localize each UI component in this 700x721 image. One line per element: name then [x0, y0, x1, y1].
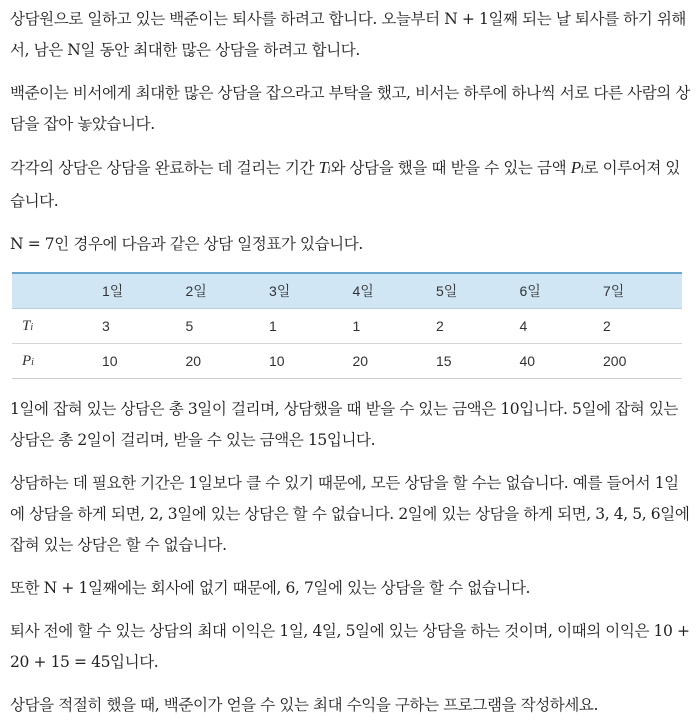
table-cell-p: 15: [426, 344, 510, 379]
body-paragraph-7: 또한 N + 1일째에는 회사에 없기 때문에, 6, 7일에 있는 상담을 할 수 없습니다.: [10, 579, 531, 597]
body-paragraph-5: 1일에 잡혀 있는 상담은 총 3일이 걸리며, 상담했을 때 받을 수 있는 금액은 10입니다. 5일에 잡혀 있는 상담은 총 2일이 걸리며, 받을 수 있는 금액은 15입니다.: [10, 400, 678, 449]
table-cell-p: 10: [259, 344, 343, 379]
intro-paragraph-3: [10, 152, 690, 217]
symbol-p: P: [570, 158, 581, 177]
table-cell-p: 20: [343, 344, 427, 379]
row-label-p-symbol: P: [22, 352, 32, 369]
table-row-p: [12, 344, 682, 379]
day-header: 2일: [176, 273, 260, 309]
table-row-t: [12, 309, 682, 344]
day-header: 3일: [259, 273, 343, 309]
schedule-table: [12, 272, 682, 379]
day-header: 4일: [343, 273, 427, 309]
intro-paragraph-1: 상담원으로 일하고 있는 백준이는 퇴사를 하려고 합니다. 오늘부터 N + 1일째 되는 날 퇴사를 하기 위해서, 남은 N일 동안 최대한 많은 상담을 하려고 합니다.: [10, 10, 686, 59]
schedule-corner-cell: [12, 273, 92, 309]
table-cell-t: 1: [259, 309, 343, 344]
body-paragraph-8: 퇴사 전에 할 수 있는 상담의 최대 이익은 1일, 4일, 5일에 있는 상담을 하는 것이며, 이때의 이익은 10 + 20 + 15 = 45입니다.: [10, 622, 690, 671]
body-paragraph-9: 상담을 적절히 했을 때, 백준이가 얻을 수 있는 최대 수익을 구하는 프로그램을 작성하세요.: [10, 696, 599, 714]
row-label-p: [12, 344, 92, 379]
day-header: 6일: [510, 273, 594, 309]
body-paragraph-6: 상담하는 데 필요한 기간은 1일보다 클 수 있기 때문에, 모든 상담을 할 수는 없습니다. 예를 들어서 1일에 상담을 하게 되면, 2, 3일에 있는 상담은 할 수 없습니다. 2일에 있는 상담을 하게 되면, 3, 4, 5, 6일에 잡혀 있는 상담은 할 수 없습니다.: [10, 474, 690, 554]
row-label-t: [12, 309, 92, 344]
day-header: 7일: [593, 273, 682, 309]
table-cell-t: 1: [343, 309, 427, 344]
intro-paragraph-2: 백준이는 비서에게 최대한 많은 상담을 잡으라고 부탁을 했고, 비서는 하루에 하나씩 서로 다른 사람의 상담을 잡아 놓았습니다.: [10, 84, 690, 133]
table-cell-p: 40: [510, 344, 594, 379]
symbol-p-subscript: i: [580, 165, 584, 176]
day-header: 1일: [92, 273, 176, 309]
table-cell-p: 20: [176, 344, 260, 379]
table-cell-p: 200: [593, 344, 682, 379]
p3-text-middle: 와 상담을 했을 때 받을 수 있는 금액: [330, 159, 571, 177]
table-cell-t: 2: [426, 309, 510, 344]
table-cell-p: 10: [92, 344, 176, 379]
schedule-header-row: [12, 273, 682, 309]
row-label-p-subscript: i: [31, 356, 34, 368]
p3-text-after: 로 이루어져 있습니다.: [10, 159, 680, 210]
day-header: 5일: [426, 273, 510, 309]
intro-paragraph-4: N = 7인 경우에 다음과 같은 상담 일정표가 있습니다.: [10, 235, 363, 253]
row-label-t-symbol: T: [22, 317, 31, 334]
table-cell-t: 2: [593, 309, 682, 344]
symbol-t: T: [318, 158, 328, 177]
symbol-t-subscript: i: [327, 165, 331, 176]
p3-text-before: 각각의 상담은 상담을 완료하는 데 걸리는 기간: [10, 159, 319, 177]
table-cell-t: 3: [92, 309, 176, 344]
row-label-t-subscript: i: [30, 321, 34, 333]
table-cell-t: 4: [510, 309, 594, 344]
table-cell-t: 5: [176, 309, 260, 344]
